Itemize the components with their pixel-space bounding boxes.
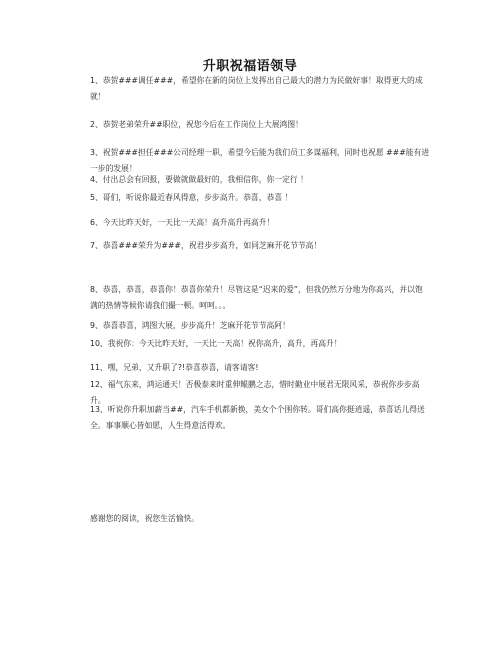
paragraph-10: 10、我祝你：今天比昨天好，一天比一天高！祝你高升，高升，再高升！: [90, 339, 342, 348]
paragraph-7: 7、恭喜###荣升为###，祝君步步高升，如同芝麻开花节节高！: [90, 241, 322, 250]
paragraph-4: 4、付出总会有回报，要做就做最好的，我相信你，你一定行 ！: [90, 175, 308, 184]
closing-line: 感谢您的阅读，祝您生活愉快。: [90, 514, 200, 523]
paragraph-2: 2、恭贺老弟荣升##职位，祝您今后在工作岗位上大展鸿图！: [90, 120, 303, 129]
document-title: 升职祝福语领导: [202, 59, 298, 74]
paragraph-3: 3、祝贺###担任###公司经理一职，希望今后能为我们员工多谋福利，同时也祝愿 ###能有进一步的发展！: [90, 148, 430, 173]
paragraph-13: 13、听说你升职加薪当##，汽车手机都新换，美女个个围你转。哥们高你挺逍遥，恭喜话儿得送全。事事顺心皆如愿，人生得意活得欢。: [90, 405, 425, 430]
paragraph-9: 9、恭喜恭喜，鸿图大展，步步高升！芝麻开花节节高阿！: [90, 321, 290, 330]
paragraph-12: 12、福气东来，鸿运通天！否极泰来时重伸鲲鹏之志，惜时勤业中展君无限风采，恭祝你步步高升。: [90, 380, 420, 405]
paragraph-11: 11、嘿，兄弟，又升职了?!恭喜恭喜，请客请客!: [90, 363, 259, 372]
paragraph-1: 1、恭贺###调任###，希望你在新的岗位上发挥出自己最大的潜力为民做好事！取得更大的成就！: [90, 76, 423, 101]
paragraph-6: 6、今天比昨天好，一天比一天高！高升高升再高升！: [90, 218, 275, 227]
paragraph-8: 8、恭喜，恭喜，恭喜你！恭喜你荣升！尽管这是“迟来的爱”，但我仍然万分地为你高兴，并以饱满的热情等候你请我们撮一顿。呵呵。。。: [90, 285, 423, 310]
paragraph-5: 5、哥们，听说你最近春风得意，步步高升。恭喜，恭喜 ！: [90, 193, 293, 202]
